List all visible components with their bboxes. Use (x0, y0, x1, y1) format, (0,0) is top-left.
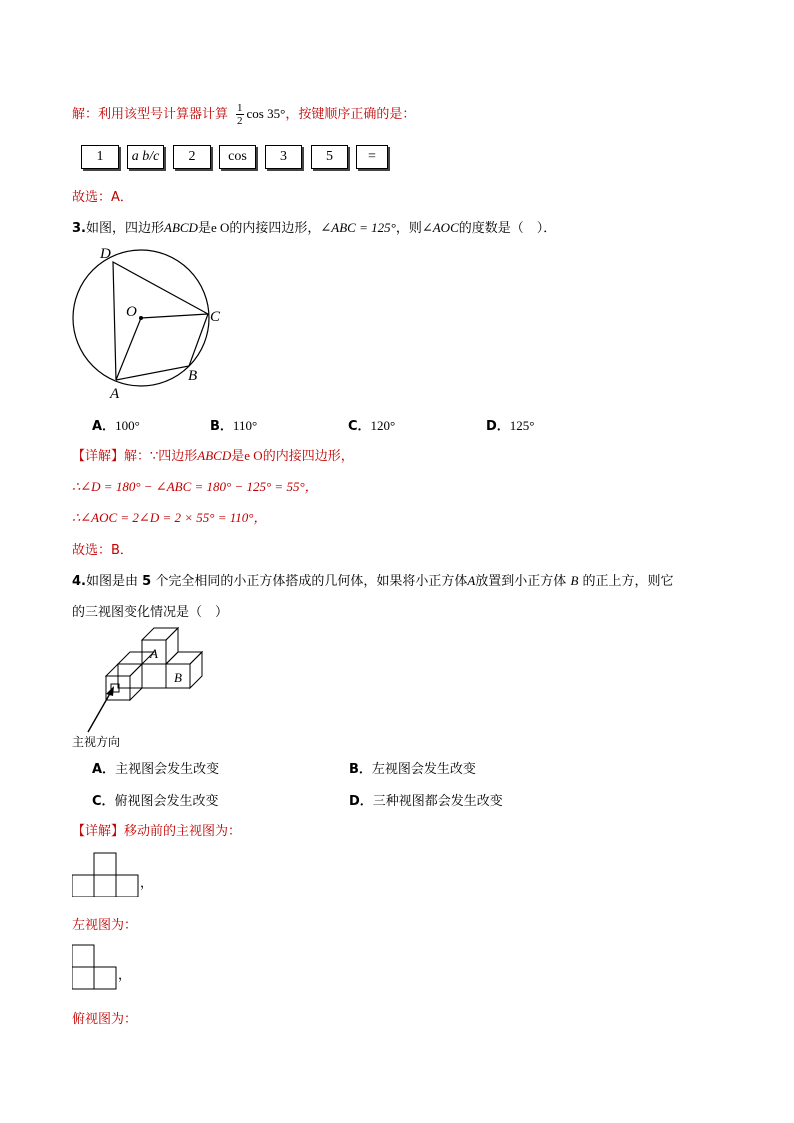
quadrilateral-edges (113, 262, 208, 380)
detail-tag: 【详解】 (72, 824, 125, 839)
detail-text-b: 是 (231, 449, 245, 464)
label-d: D (100, 246, 111, 262)
top-view-label: 俯视图为： (72, 1012, 138, 1027)
q4-question-line-2: 的三视图变化情况是（ ） (72, 605, 229, 620)
left-view-comma: ， (118, 968, 132, 983)
key-3: 3 (265, 145, 302, 169)
q4-option-d (349, 790, 503, 809)
q4-text-b: 个完全相同的小正方体搭成的几何体，如果将小正方体 (155, 574, 468, 589)
option-value: 125° (509, 418, 535, 433)
option-letter: A． (92, 419, 116, 434)
q3-text-e: 的度数是（ ）． (458, 221, 557, 236)
option-letter: A． (92, 762, 116, 777)
option-value: 俯视图会发生改变 (114, 794, 219, 809)
label-c: C (210, 309, 221, 325)
key-ab-c: a b/c (127, 145, 164, 169)
solution-prefix: 解： (72, 107, 99, 122)
label-b: B (188, 368, 198, 384)
key-5: 5 (311, 145, 348, 169)
q3-text-b: 是 (197, 221, 211, 236)
option-value: 110° (232, 418, 258, 433)
detail-text: 解：∵四边形 (124, 449, 198, 464)
key-cos: cos (219, 145, 256, 169)
fraction-numerator: 1 (237, 102, 243, 114)
solution-text: 利用该型号计算器计算 (98, 107, 229, 122)
q3-detail-line (72, 445, 354, 464)
q3-text: 如图，四边形 (85, 221, 164, 236)
cube-label-a: A (150, 646, 158, 661)
q3-text-d: ，则 (395, 221, 422, 236)
front-view-figure (72, 852, 142, 897)
fraction-denominator: 2 (237, 115, 243, 127)
q3-answer: 故选：B． (72, 543, 133, 558)
q4-detail-line (72, 820, 241, 839)
q3-question (72, 217, 556, 236)
q4-question-line-1 (72, 570, 674, 589)
key-1: 1 (81, 145, 119, 169)
label-a: A (110, 386, 120, 402)
left-view-label: 左视图为： (72, 918, 138, 933)
detail-quad: ABCD (197, 448, 232, 463)
detail-text: 移动前的主视图为： (124, 824, 242, 839)
q3-quad: ABCD (164, 220, 198, 235)
q4-cube-b: B (570, 573, 579, 588)
option-letter: D． (486, 419, 510, 434)
cube-label-b: B (174, 670, 182, 685)
option-value: 100° (115, 418, 140, 433)
q3-option-c (348, 415, 395, 434)
option-letter: B． (349, 762, 372, 777)
detail-tag: 【详解】 (72, 449, 125, 464)
left-view-figure (72, 944, 120, 990)
option-value: 120° (370, 418, 396, 433)
key-equals: = (356, 145, 388, 169)
q3-step-1: ∴∠D = 180° − ∠ABC = 180° − 125° = 55°， (72, 479, 318, 494)
direction-label: 主视方向 (72, 735, 121, 749)
q3-option-a (92, 415, 140, 434)
q3-circle: e O (210, 220, 230, 235)
option-value: 主视图会发生改变 (115, 762, 220, 777)
detail-circle: e O (244, 448, 263, 463)
label-o: O (126, 304, 137, 320)
option-value: 左视图会发生改变 (371, 762, 476, 777)
solution-suffix: ，按键顺序正确的是： (285, 107, 416, 122)
option-letter: C． (92, 794, 115, 809)
q4-number: 4. (72, 574, 86, 589)
q4-text-d: 的正上方，则它 (582, 574, 674, 589)
q3-option-b (210, 415, 257, 434)
q3-number: 3. (72, 221, 86, 236)
option-value: 三种视图都会发生改变 (372, 794, 503, 809)
q4-text-a: 如图是由 (85, 574, 138, 589)
cos-expression: cos 35° (246, 106, 286, 121)
segment-oc (141, 314, 208, 318)
q3-angle: ∠ABC = 125° (320, 220, 396, 235)
q3-step-2: ∴∠AOC = 2∠D = 2 × 55° = 110°， (72, 510, 267, 525)
q4-count: 5 (142, 574, 152, 589)
arrow-head (106, 686, 114, 696)
q4-text-c: 放置到小正方体 (475, 574, 567, 589)
key-2: 2 (173, 145, 211, 169)
fraction (236, 102, 244, 127)
option-letter: B． (210, 419, 233, 434)
q2-solution-line (72, 102, 415, 127)
cubes-figure (70, 624, 220, 734)
q4-cube-a: A (467, 573, 476, 588)
segment-oa (116, 318, 141, 380)
q3-text-c: 的内接四边形， (229, 221, 321, 236)
q4-option-a (92, 758, 219, 777)
center-point (139, 316, 143, 320)
circle-quadrilateral-figure (66, 240, 236, 402)
front-view-comma: ， (140, 876, 154, 891)
q4-option-c (92, 790, 219, 809)
direction-arrow (88, 690, 112, 732)
q3-target: ∠AOC (421, 220, 459, 235)
q4-option-b (349, 758, 476, 777)
q2-answer: 故选：A． (72, 190, 133, 205)
q3-option-d (486, 415, 535, 434)
option-letter: C． (348, 419, 371, 434)
detail-text-c: 的内接四边形， (262, 449, 354, 464)
option-letter: D． (349, 794, 373, 809)
